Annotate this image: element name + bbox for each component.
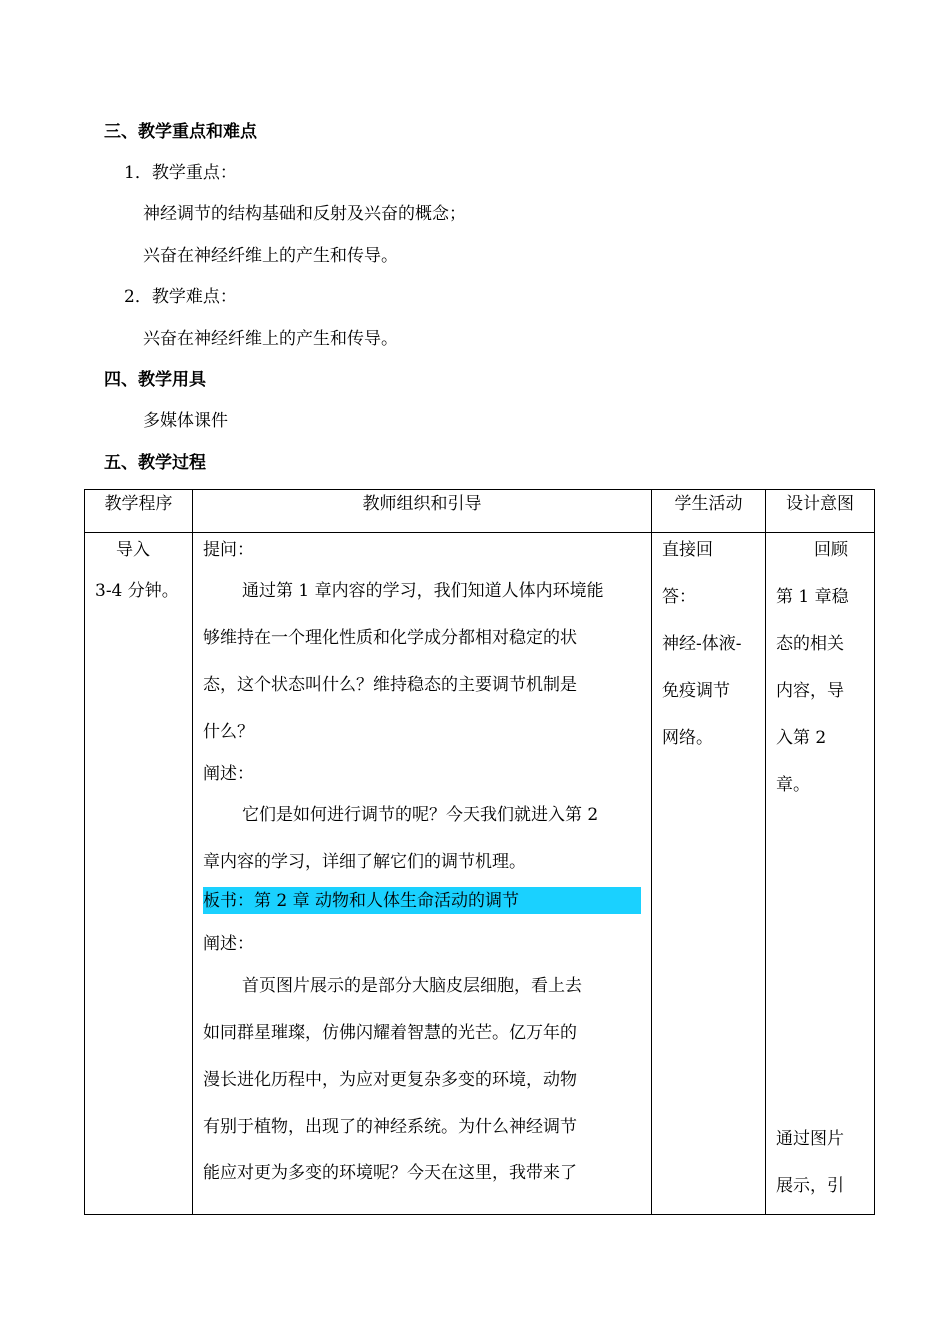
procedure-cell: 导入 3-4 分钟。 (85, 533, 193, 1215)
key-point-line-1: 神经调节的结构基础和反射及兴奋的概念； (143, 204, 466, 224)
board-note: 板书：第 2 章 动物和人体生命活动的调节 (203, 891, 520, 911)
difficult-point-line-1: 兴奋在神经纤维上的产生和传导。 (143, 329, 398, 349)
difficult-point-label: 2．教学难点： (124, 287, 237, 307)
header-procedure: 教学程序 (85, 490, 193, 533)
section5-title: 五、教学过程 (104, 453, 206, 473)
student-activity-cell: 直接回 答： 神经-体液- 免疫调节 网络。 (652, 533, 766, 1215)
header-student-activity: 学生活动 (652, 490, 766, 533)
section3-title: 三、教学重点和难点 (104, 122, 257, 142)
table-row (85, 533, 875, 1215)
teaching-tools: 多媒体课件 (143, 411, 228, 431)
key-point-line-2: 兴奋在神经纤维上的产生和传导。 (143, 246, 398, 266)
teaching-process-table (84, 489, 875, 1215)
header-teacher-guidance: 教师组织和引导 (193, 490, 652, 533)
header-design-intent: 设计意图 (766, 490, 875, 533)
section4-title: 四、教学用具 (104, 370, 206, 390)
design-intent-cell: 回顾 第 1 章稳 态的相关 内容，导 入第 2 章。 通过图片 展示，引 (766, 533, 875, 1215)
teacher-guidance-cell: 提问： 通过第 1 章内容的学习，我们知道人体内环境能 够维持在一个理化性质和化学成分都相对稳定的状 态，这个状态叫什么？维持稳态的主要调节机制是 什么？ 阐述： 它们是如何进行调节的呢？今天我们就进入第 2 章内容的学习，详细了解它们的调节机理。 板书：第 2 章 动物和人体生命活动的调节 阐述： 首页图片展示的是部分大脑皮层细胞，看上去 如同群星璀璨，仿佛闪耀着智慧的光芒。亿万年的 漫长进化历程中，为应对更复杂多变的环境，动物 有别于植物，出现了的神经系统。为什么神经调节 能应对更为多变的环境呢？今天在这里，我带来了 (193, 533, 652, 1215)
table-header-row (85, 490, 875, 533)
key-point-label: 1．教学重点： (124, 163, 237, 183)
